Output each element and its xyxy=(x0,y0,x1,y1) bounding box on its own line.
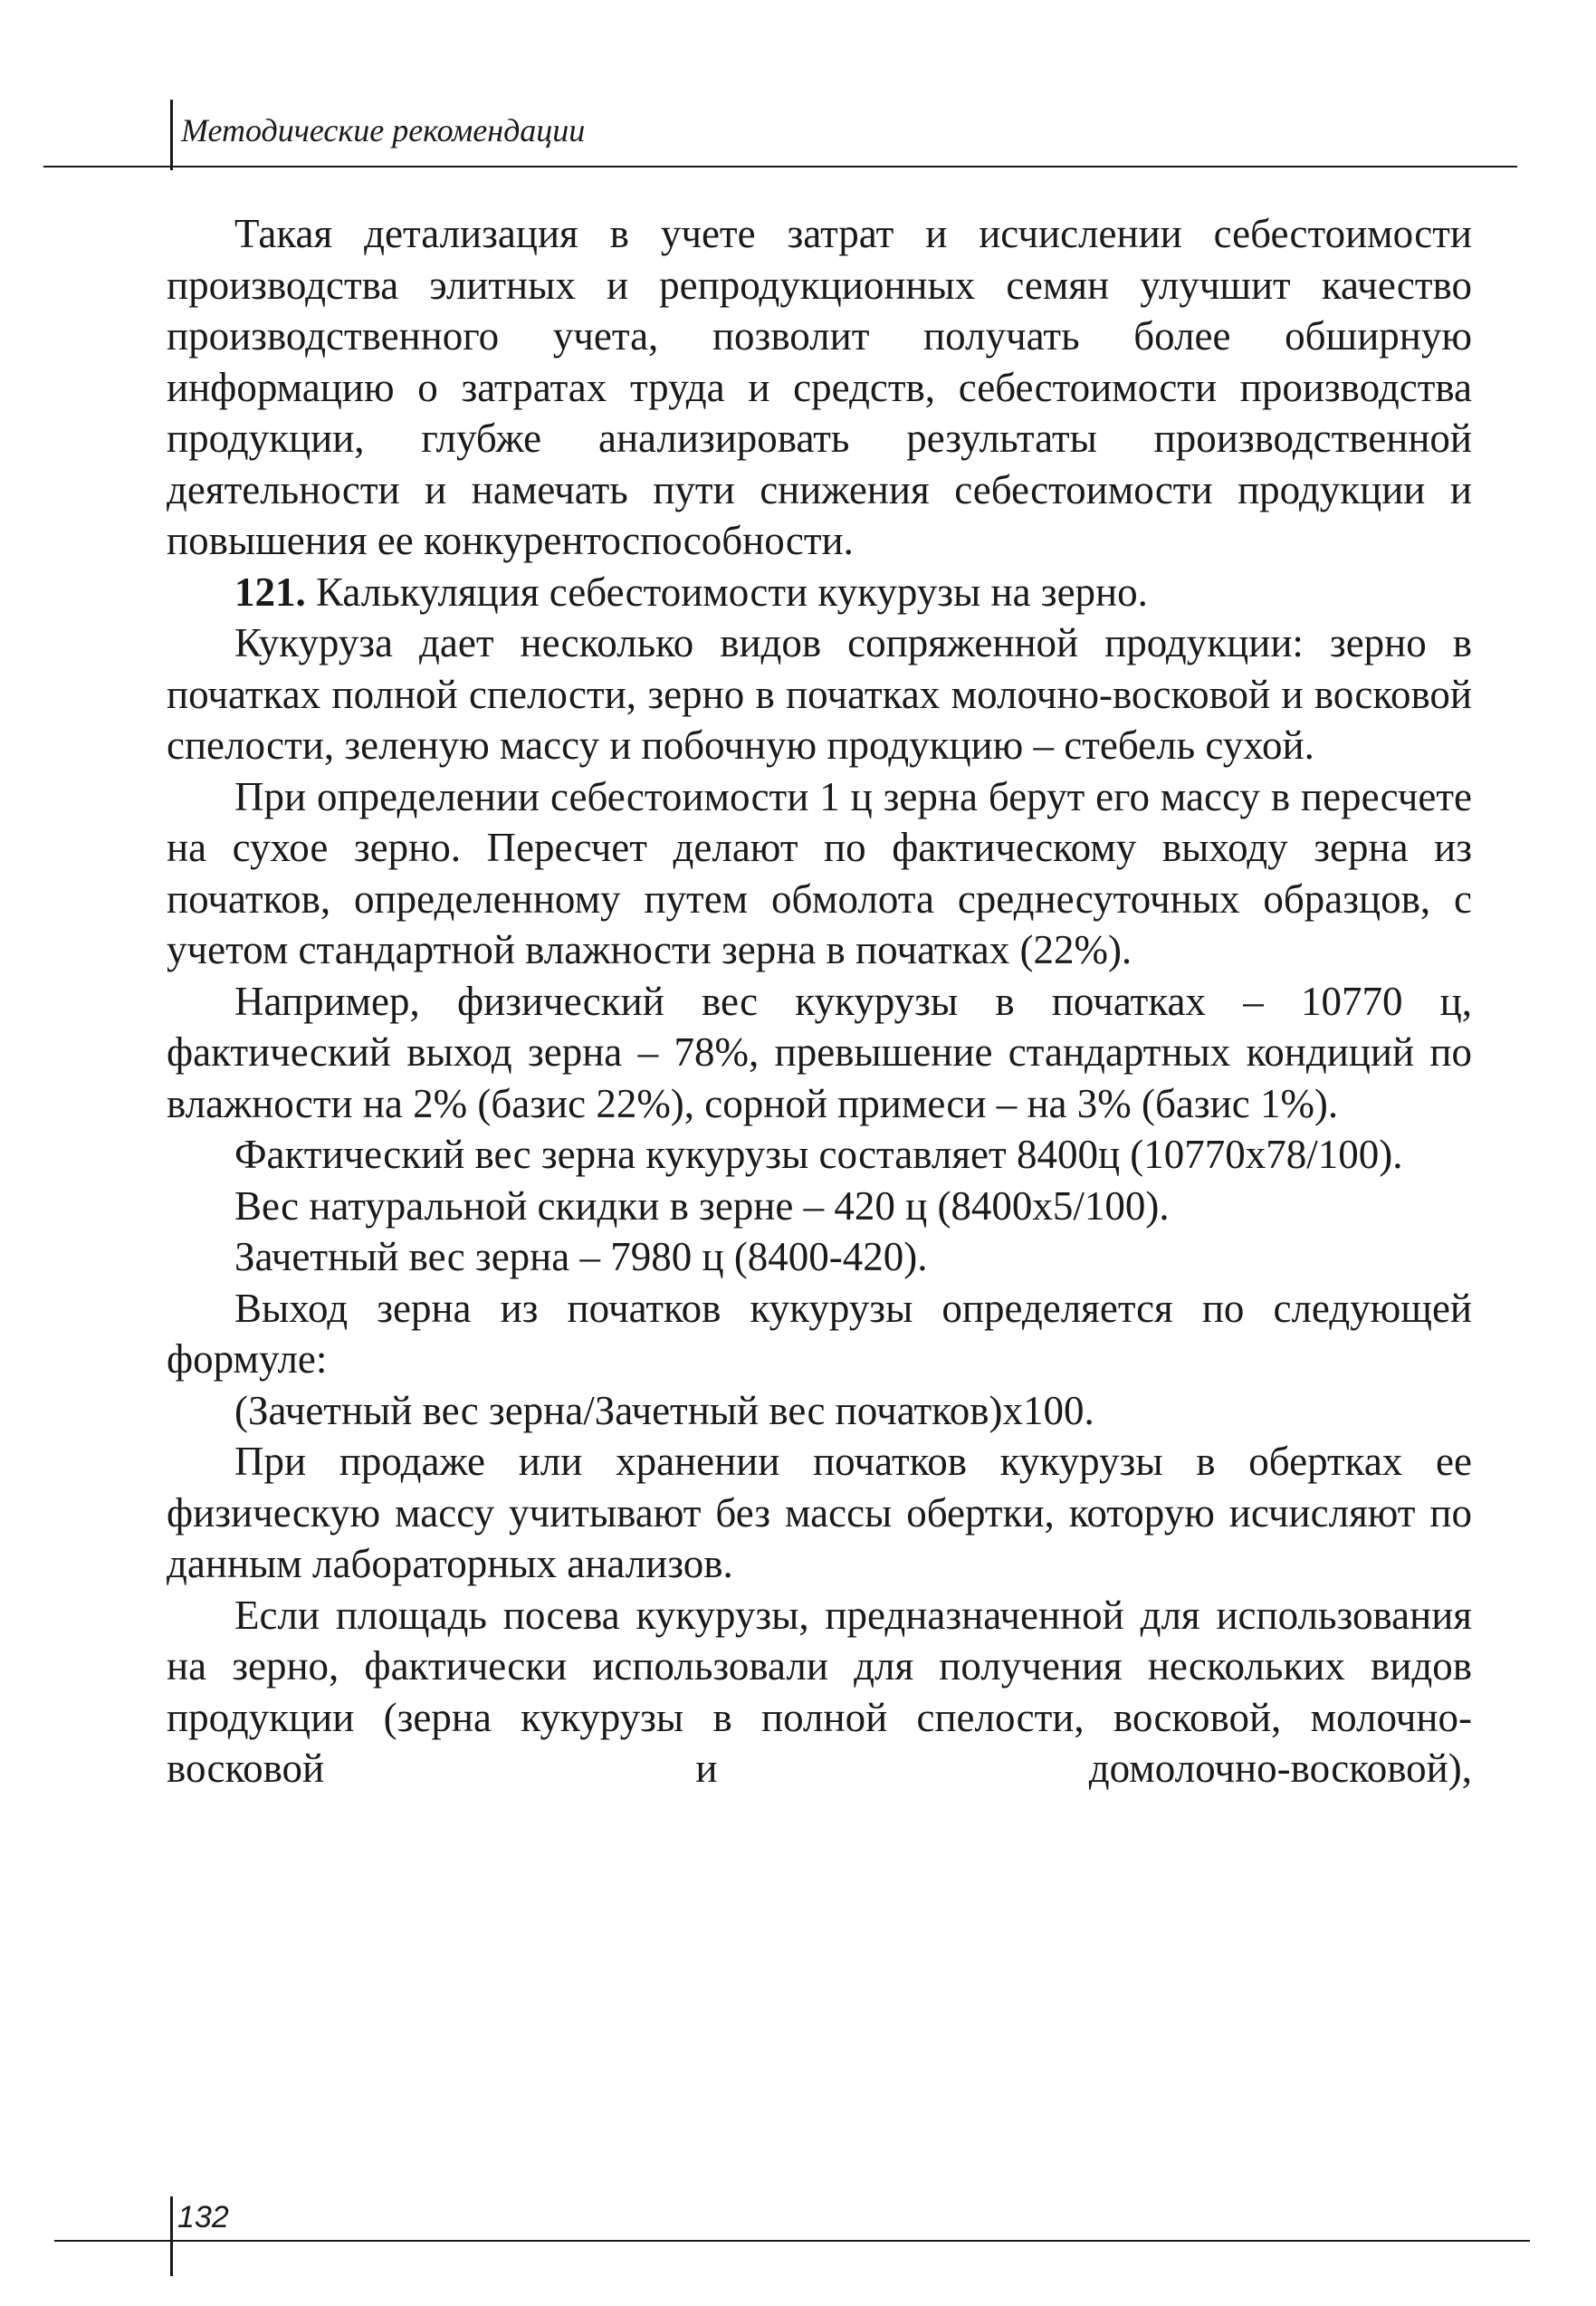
footer-vertical-rule xyxy=(170,2196,173,2276)
running-header-title: Методические рекомендации xyxy=(181,112,586,148)
section-heading xyxy=(167,567,1472,618)
paragraph: Вес натуральной скидки в зерне – 420 ц (8400х5/100). xyxy=(234,1182,1170,1229)
page-number: 132 xyxy=(177,2200,229,2234)
formula: (Зачетный вес зерна/Зачетный вес початков)х100. xyxy=(234,1387,1094,1433)
paragraph: Выход зерна из початков кукурузы определяется по следующей формуле: xyxy=(167,1285,1472,1382)
paragraph: При определении себестоимости 1 ц зерна берут его массу в пересчете на сухое зерно. Пересчет делают по фактическому выходу зерна из початков, определенному путем обмолота среднесуточных образцов, с учетом стандартной влажности зерна в початках (22%). xyxy=(167,773,1472,972)
section-title: Калькуляция себестоимости кукурузы на зерно. xyxy=(316,569,1148,615)
paragraph: Фактический вес зерна кукурузы составляет 8400ц (10770х78/100). xyxy=(234,1132,1403,1177)
paragraph: Например, физический вес кукурузы в початках – 10770 ц, фактический выход зерна – 78%, превышение стандартных кондиций по влажности на 2% (базис 22%), сорной примеси – на 3% (базис 1%). xyxy=(167,978,1472,1126)
paragraph: При продаже или хранении початков кукурузы в обертках ее физическую массу учитывают без массы обертки, которую исчисляют по данным лабораторных анализов. xyxy=(167,1439,1472,1586)
body-text xyxy=(167,208,1472,1794)
paragraph: Кукуруза дает несколько видов сопряженной продукции: зерно в початках полной спелости, зерно в початках молочно-восковой и восковой спелости, зеленую массу и побочную продукцию – стебель сухой. xyxy=(167,620,1472,768)
paragraph: Такая детализация в учете затрат и исчислении себестоимости производства элитных и репродукционных семян улучшит качество производственного учета, позволит получать более обширную информацию о затратах труда и средств, себестоимости производства продукции, глубже анализировать результаты производственной деятельности и намечать пути снижения себестоимости продукции и повышения ее конкурентоспособности. xyxy=(167,211,1472,563)
section-number: 121. xyxy=(234,569,306,615)
footer-rule xyxy=(54,2240,1530,2242)
paragraph: Зачетный вес зерна – 7980 ц (8400-420). xyxy=(234,1234,928,1279)
paragraph: Если площадь посева кукурузы, предназначенной для использования на зерно, фактически использовали для получения нескольких видов продукции (зерна кукурузы в полной спелости, восковой, молочно-восковой и домолочно-восковой), xyxy=(167,1592,1472,1791)
header-rule xyxy=(43,166,1517,167)
header-vertical-rule xyxy=(170,100,173,170)
